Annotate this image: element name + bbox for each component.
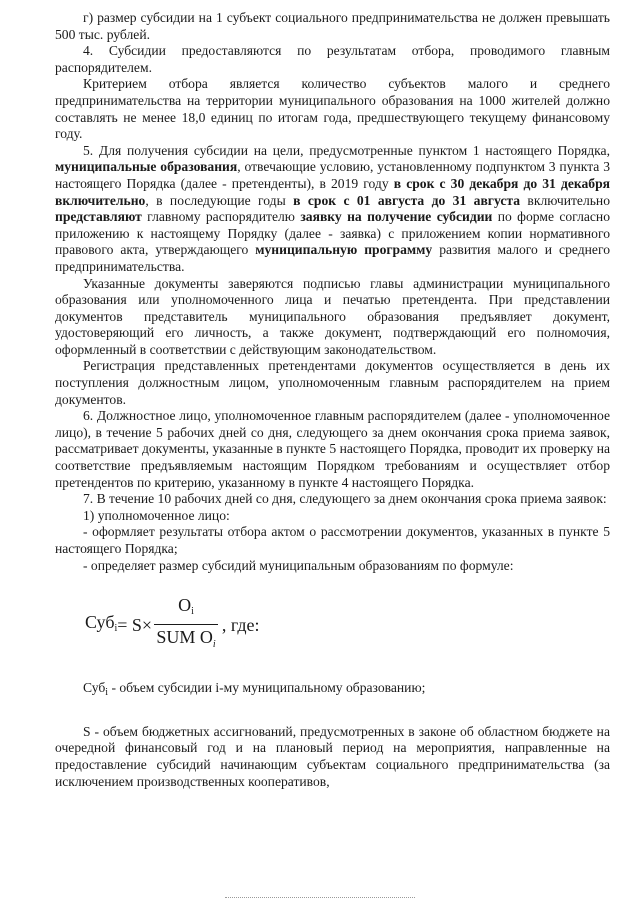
def-sub-text: - объем субсидии i-му муниципальному образованию;	[108, 680, 426, 696]
paragraph-criterion: Критерием отбора является количество субъектов малого и среднего предпринимательства на территории муниципального образования на 1000 жителей должно составлять не менее 18,0 единиц по итогам года, предшествующего текущему финансовому году.	[55, 76, 610, 142]
formula-num-text: O	[178, 595, 192, 616]
paragraph-7-dash-1: - оформляет результаты отбора актом о рассмотрении документов, указанных в пункте 5 настоящего Порядка;	[55, 524, 610, 556]
page-bottom-line	[225, 897, 415, 899]
formula-den-sub: i	[212, 639, 216, 651]
paragraph-7-dash-2: - определяет размер субсидий муниципальным образованиям по формуле:	[83, 557, 514, 573]
formula-lhs-text: Суб	[85, 611, 115, 632]
p5-text-3: , в последующие годы	[145, 192, 294, 208]
p5-text-4: включительно	[520, 192, 611, 208]
p5-text-2: , отвечающие условию, установленному подпунктом 3 пункта 3 настоящего Порядка (далее - претенденты), в 2019 году	[55, 159, 610, 191]
formula-numerator	[154, 595, 218, 625]
subsidy-formula	[85, 595, 610, 651]
definition-s: S - объем бюджетных ассигнований, предусмотренных в законе об областном бюджете на очередной финансовый год и на плановый период на мероприятия, направленные на предоставление субсидий начинающим субъектам социального предпринимательства (за исключением производственных кооперативов,	[55, 723, 610, 789]
formula-den-text: SUM O	[156, 627, 213, 648]
paragraph-documents: Указанные документы заверяются подписью главы администрации муниципального образования или уполномоченного лица и печатью претендента. При представлении документов представитель муниципального образования предъявляет документ, удостоверяющий его личность, а также документ, подтверждающий его полномочия, оформленный в соответствии с действующим законодательством.	[55, 275, 610, 357]
p5-text-1: 5. Для получения субсидии на цели, предусмотренные пунктом 1 настоящего Порядка,	[83, 142, 610, 158]
formula-num-sub: i	[191, 606, 194, 618]
p5-bold-3: в срок с 01 августа до 31 августа	[293, 192, 521, 208]
formula-tail: , где:	[221, 615, 260, 636]
p5-bold-6: муниципальную программу	[255, 242, 433, 258]
paragraph-6: 6. Должностное лицо, уполномоченное главным распорядителем (далее - уполномоченное лицо), в течение 5 рабочих дней со дня, следующего за днем окончания срока приема заявок, рассматривает документы, указанные в пункте 5 настоящего Порядка, проводит их проверку на соответствие предъявляемым настоящим Порядком требованиям и осуществляет отбор претендентов по критерию, указанному в пункте 4 настоящего Порядка.	[55, 408, 610, 490]
p5-bold-2: в срок с 30 декабря до 31 декабря включительно	[55, 175, 610, 208]
paragraph-7-1: 1) уполномоченное лицо:	[83, 507, 230, 523]
paragraph-7: 7. В течение 10 рабочих дней со дня, следующего за днем окончания срока приема заявок:	[83, 491, 607, 507]
def-sub-lhs-sub: i	[105, 687, 109, 699]
formula-equals-s: = S×	[117, 615, 153, 636]
paragraph-registration: Регистрация представленных претендентами документов осуществляется в день их поступления должностным лицом, уполномоченным главным распорядителем на прием документов.	[55, 358, 610, 407]
paragraph-5	[55, 143, 610, 276]
p5-bold-1: муниципальные образования	[55, 159, 238, 175]
p5-bold-4: представляют	[55, 209, 142, 225]
paragraph-item-g: г) размер субсидии на 1 субъект социального предпринимательства не должен превышать 500 тыс. рублей.	[55, 10, 610, 42]
paragraph-4: 4. Субсидии предоставляются по результатам отбора, проводимого главным распорядителем.	[55, 43, 610, 75]
formula-fraction	[154, 595, 218, 655]
p5-text-5: главному распорядителю	[141, 209, 301, 225]
definition-sub	[55, 680, 610, 702]
document-text	[55, 10, 610, 790]
formula-lhs-sub: i	[114, 622, 118, 634]
p5-text-6: по форме согласно приложению к настоящему Порядку (далее - заявка) с приложением копии нормативного правового акта, утверждающего	[55, 209, 610, 258]
def-sub-lhs: Суб	[83, 680, 106, 696]
formula-lhs	[85, 612, 117, 639]
formula-denominator	[156, 625, 215, 655]
p5-bold-5: заявку на получение субсидии	[300, 209, 493, 225]
p5-text-7: развития малого и среднего предпринимательства.	[55, 242, 610, 274]
